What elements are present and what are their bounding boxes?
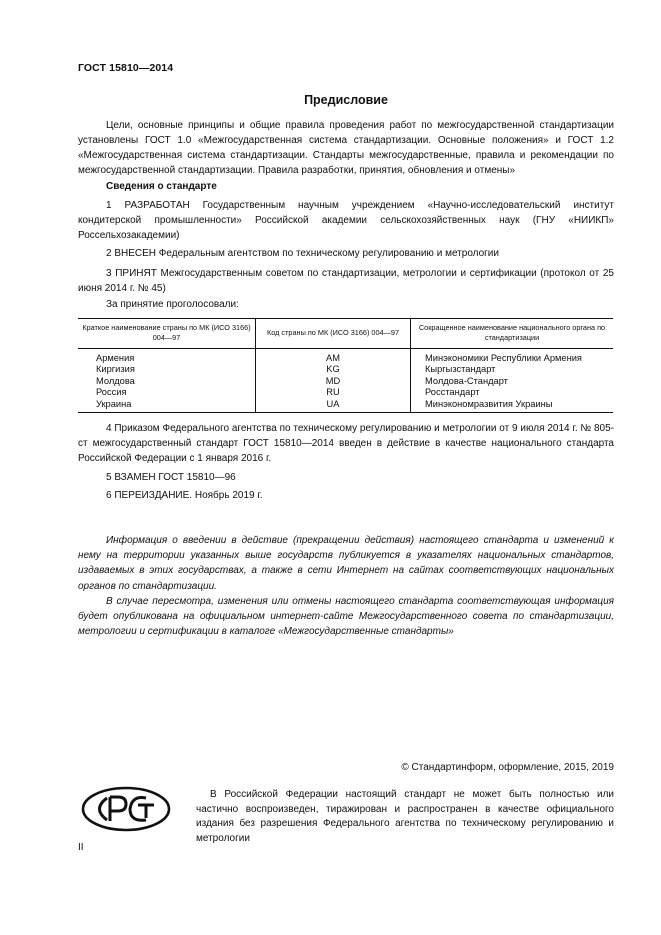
country-name: Россия — [96, 387, 127, 398]
country-name: Армения — [96, 353, 135, 363]
item-order: 4 Приказом Федерального агентства по техническому регулированию и метрологии от 9 июля 2014 г. № 805-ст межгосударственный стандарт ГОСТ 15810—2014 введен в действие в качестве национального стандарта Российской Федерации с 1 января 2016 г. — [78, 423, 614, 464]
page-title: Предисловие — [304, 93, 388, 107]
standards-body: Молдова-Стандарт — [411, 376, 614, 387]
column-header-code: Код страны по МК (ИСО 3166) 004—97 — [256, 319, 411, 349]
standards-body: Кыргызстандарт — [411, 364, 614, 375]
rst-certification-logo-icon — [80, 785, 172, 833]
vote-table-header — [78, 319, 613, 349]
standards-body: Росстандарт — [411, 387, 614, 398]
standards-body: Минэкономики Республики Армения — [411, 349, 614, 365]
country-code: UA — [256, 399, 411, 413]
country-code: MD — [256, 376, 411, 387]
vote-table — [78, 318, 613, 413]
table-row — [78, 349, 613, 365]
legal-notice: В Российской Федерации настоящий стандарт не может быть полностью или частично воспроизведен, тиражирован и распространен в качестве официального издания без разрешения Федерального агентства по техническому регулированию и метрологии — [196, 789, 614, 844]
page-number: II — [78, 842, 84, 853]
item-replaces: 5 ВЗАМЕН ГОСТ 15810—96 — [106, 472, 236, 483]
standards-body: Минэкономразвития Украины — [411, 399, 614, 413]
country-name: Киргизия — [96, 364, 135, 375]
country-name: Украина — [96, 398, 132, 409]
item-developed: 1 РАЗРАБОТАН Государственным научным учреждением «Научно-исследовательский институт кондитерской промышленности» Российской академии сельскохозяйственных наук (ГНУ «НИИКП» Россельхозакадемии) — [78, 200, 614, 241]
voted-label: За принятие проголосовали: — [106, 299, 239, 310]
column-header-country: Краткое наименование страны по МК (ИСО 3166) 004—97 — [78, 319, 256, 349]
revision-notice-paragraph: В случае пересмотра, изменения или отмены настоящего стандарта соответствующая информация будет опубликована на официальном интернет-сайте Межгосударственного совета по стандартизации, метрологии и сертификации в каталоге «Межгосударственные стандарты» — [78, 596, 614, 638]
info-heading: Сведения о стандарте — [106, 181, 217, 192]
table-row — [78, 387, 613, 398]
column-header-body: Сокращенное наименование национального органа по стандартизации — [411, 319, 614, 349]
country-code: AM — [256, 349, 411, 365]
country-name: Молдова — [96, 375, 135, 386]
country-code: KG — [256, 364, 411, 375]
intro-paragraph: Цели, основные принципы и общие правила проведения работ по межгосударственной стандартизации установлены ГОСТ 1.0 «Межгосударственная система стандартизации. Основные положения» и ГОСТ 1.2 «Межгосударственная система стандартизации. Стандарты межгосударственные, правила и рекомендации по межгосударственной стандартизации. Правила разработки, принятия, обновления и отмены» — [78, 120, 614, 176]
table-row — [78, 364, 613, 375]
item-reissue: 6 ПЕРЕИЗДАНИЕ. Ноябрь 2019 г. — [106, 490, 263, 501]
copyright-line: © Стандартинформ, оформление, 2015, 2019 — [401, 762, 614, 773]
info-notice-paragraph: Информация о введении в действие (прекращении действия) настоящего стандарта и изменений к нему на территории указанных выше государств публикуется в указателях национальных стандартов, издаваемых в этих государствах, а также в сети Интернет на сайтах соответствующих национальных органов по стандартизации. — [78, 535, 614, 592]
item-introduced: 2 ВНЕСЕН Федеральным агентством по техническому регулированию и метрологии — [106, 248, 499, 259]
table-row — [78, 399, 613, 413]
table-row — [78, 376, 613, 387]
country-code: RU — [256, 387, 411, 398]
document-code: ГОСТ 15810—2014 — [78, 62, 174, 74]
item-adopted: 3 ПРИНЯТ Межгосударственным советом по стандартизации, метрологии и сертификации (протокол от 25 июня 2014 г. № 45) — [78, 268, 614, 294]
